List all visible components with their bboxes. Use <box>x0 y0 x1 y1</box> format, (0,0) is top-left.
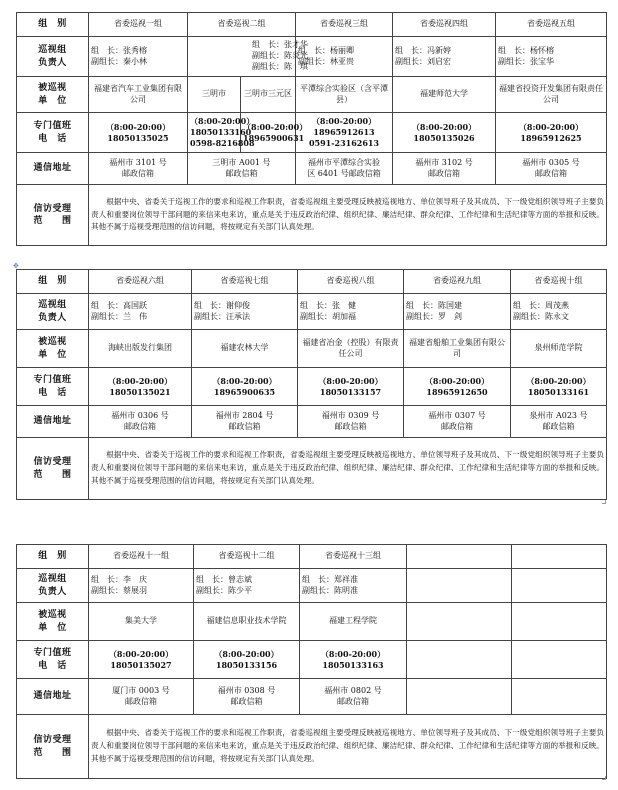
group-leaders: 组 长：张才华 副组长：陈炎光 副组长：陈 琪 <box>188 37 296 77</box>
inspected-unit: 福建省汽车工业集团有限公司 <box>89 77 188 113</box>
row-label-unit: 被巡视 单 位 <box>17 603 89 641</box>
group-name: 省委巡视十三组 <box>300 545 407 569</box>
empty-cell <box>407 603 512 641</box>
group-name: 省委巡视二组 <box>188 13 296 37</box>
group-leaders: 组 长：郑祥准 副组长：陈明准 <box>300 569 407 603</box>
scope-row <box>17 715 607 779</box>
mail-address: 福州市 0309 号 邮政信箱 <box>298 406 404 438</box>
hotline: （8:00-20:00） 18050133160 0598-8216808 <box>188 113 241 153</box>
hotline: （8:00-20:00） 18050135026 <box>393 113 496 153</box>
group-name: 省委巡视一组 <box>89 13 188 37</box>
unit-row <box>17 330 607 368</box>
hotline: （8:00-20:00） 18965900631 <box>241 113 296 153</box>
mail-address: 福州市 0307 号 邮政信箱 <box>404 406 511 438</box>
hotline: （8:00-20:00） 18050135025 <box>89 113 188 153</box>
inspected-unit: 集美大学 <box>89 603 194 641</box>
mail-address: 福州市 3102 号 邮政信箱 <box>393 153 496 185</box>
row-label-scope: 信访受理 范 围 <box>17 715 89 779</box>
mail-address: 厦门市 0003 号 邮政信箱 <box>89 679 194 715</box>
row-label-scope: 信访受理 范 围 <box>17 438 89 500</box>
hotline: （8:00-20:00） 18050135027 <box>89 641 194 679</box>
mail-address: 福州市 0802 号 邮政信箱 <box>300 679 407 715</box>
empty-cell <box>512 603 607 641</box>
hotline: （8:00-20:00） 18050133157 <box>298 368 404 406</box>
row-label-leader: 巡视组 负责人 <box>17 294 89 330</box>
row-label-address: 通信地址 <box>17 406 89 438</box>
group-name: 省委巡视六组 <box>89 270 192 294</box>
row-label-group: 组 别 <box>17 270 89 294</box>
hotline: （8:00-20:00） 18965900635 <box>192 368 298 406</box>
scope-row <box>17 438 607 500</box>
group-leaders: 组 长：杨怀榕 副组长：张宝华 <box>496 37 607 77</box>
row-label-leader: 巡视组 负责人 <box>17 569 89 603</box>
inspected-unit: 泉州师范学院 <box>511 330 607 368</box>
group-name: 省委巡视十一组 <box>89 545 194 569</box>
scope-text: 根据中央、省委关于巡视工作的要求和巡视工作职责，省委巡视组主要受理反映被巡视地方、单位领导班子及其成员、下一级党组织领导班子主要负责人和重要岗位领导干部问题的来信来电来访，重点是关于违反政治纪律、组织纪律、廉洁纪律、群众纪律、工作纪律和生活纪律等方面的举报和反映。其他不属于巡视受理范围的信访问题，将按规定有关部门认真处理。 <box>89 715 607 779</box>
group-leaders: 组 长：张秀榕 副组长：秦小林 <box>89 37 188 77</box>
leader-row <box>17 37 607 77</box>
group-name: 省委巡视三组 <box>296 13 393 37</box>
group-leaders: 组 长：冯新婷 副组长：刘启宏 <box>393 37 496 77</box>
group-leaders: 组 长：高国跃 副组长：兰 伟 <box>89 294 192 330</box>
unit-row <box>17 77 607 113</box>
group-name: 省委巡视五组 <box>496 13 607 37</box>
move-handle-icon[interactable]: ✥ <box>13 262 19 270</box>
hotline: （8:00-20:00） 18965912625 <box>496 113 607 153</box>
row-label-phone: 专门值班 电 话 <box>17 641 89 679</box>
hotline: （8:00-20:00） 18050135021 <box>89 368 192 406</box>
hotline: （8:00-20:00） 18050133163 <box>300 641 407 679</box>
group-row <box>17 13 607 37</box>
inspected-unit: 海峡出版发行集团 <box>89 330 192 368</box>
group-name: 省委巡视九组 <box>404 270 511 294</box>
row-label-scope: 信访受理 范 围 <box>17 185 89 246</box>
leader-row <box>17 569 607 603</box>
group-leaders: 组 长：曾志斌 副组长：陈少平 <box>194 569 300 603</box>
row-label-leader: 巡视组 负责人 <box>17 37 89 77</box>
mail-address: 福州市 0305 号 邮政信箱 <box>496 153 607 185</box>
empty-cell <box>512 569 607 603</box>
phone-row <box>17 641 607 679</box>
inspected-unit: 三明市三元区 <box>241 77 296 113</box>
inspection-table-2 <box>16 269 607 500</box>
mail-address: 福州市平潭综合实验 区 6401 号邮政信箱 <box>296 153 393 185</box>
row-label-phone: 专门值班 电 话 <box>17 113 89 153</box>
phone-row <box>17 113 607 153</box>
row-label-unit: 被巡视 单 位 <box>17 77 89 113</box>
inspected-unit: 福建省投资开发集团有限责任公司 <box>496 77 607 113</box>
inspection-table-3 <box>16 544 607 779</box>
group-leaders: 组 长：张 健 副组长：胡加福 <box>298 294 404 330</box>
group-leaders: 组 长：周茂燕 副组长：陈永文 <box>511 294 607 330</box>
mail-address: 福州市 3101 号 邮政信箱 <box>89 153 188 185</box>
inspected-unit: 三明市 <box>188 77 241 113</box>
group-name: 省委巡视七组 <box>192 270 298 294</box>
scope-text: 根据中央、省委关于巡视工作的要求和巡视工作职责，省委巡视组主要受理反映被巡视地方、单位领导班子及其成员、下一级党组织领导班子主要负责人和重要岗位领导干部问题的来信来电来访，重点是关于违反政治纪律、组织纪律、廉洁纪律、群众纪律、工作纪律和生活纪律等方面的举报和反映。其他不属于巡视受理范围的信访问题，将按规定有关部门认真处理。 <box>89 185 607 246</box>
group-leaders: 组 长：李 庆 副组长：蔡展羽 <box>89 569 194 603</box>
group-leaders: 组 长：谢仰俊 副组长：汪承法 <box>192 294 298 330</box>
page-corner-mark <box>602 500 606 504</box>
inspected-unit: 福建农林大学 <box>192 330 298 368</box>
inspected-unit: 平潭综合实验区（含平潭县） <box>296 77 393 113</box>
inspected-unit: 福建省冶金（控股）有限责任公司 <box>298 330 404 368</box>
empty-cell <box>407 641 512 679</box>
hotline: （8:00-20:00） 18050133156 <box>194 641 300 679</box>
row-label-phone: 专门值班 电 话 <box>17 368 89 406</box>
inspected-unit: 福建工程学院 <box>300 603 407 641</box>
row-label-address: 通信地址 <box>17 153 89 185</box>
hotline: （8:00-20:00） 18965912650 <box>404 368 511 406</box>
group-name: 省委巡视八组 <box>298 270 404 294</box>
empty-cell <box>512 641 607 679</box>
empty-cell <box>512 545 607 569</box>
mail-address: 福州市 0308 号 邮政信箱 <box>194 679 300 715</box>
row-label-address: 通信地址 <box>17 679 89 715</box>
scope-text: 根据中央、省委关于巡视工作的要求和巡视工作职责，省委巡视组主要受理反映被巡视地方、单位领导班子及其成员、下一级党组织领导班子主要负责人和重要岗位领导干部问题的来信来电来访，重点是关于违反政治纪律、组织纪律、廉洁纪律、群众纪律、工作纪律和生活纪律等方面的举报和反映。其他不属于巡视受理范围的信访问题，将按规定有关部门认真处理。 <box>89 438 607 500</box>
address-row <box>17 679 607 715</box>
group-row <box>17 545 607 569</box>
group-name: 省委巡视十二组 <box>194 545 300 569</box>
mail-address: 福州市 2804 号 邮政信箱 <box>192 406 298 438</box>
empty-cell <box>407 545 512 569</box>
empty-cell <box>407 679 512 715</box>
hotline: （8:00-20:00） 18965912613 0591-23162613 <box>296 113 393 153</box>
scope-row <box>17 185 607 246</box>
group-row <box>17 270 607 294</box>
address-row <box>17 406 607 438</box>
leader-row <box>17 294 607 330</box>
inspected-unit: 福建信息职业技术学院 <box>194 603 300 641</box>
group-leaders: 组 长：杨丽卿 副组长：林亚贵 <box>296 37 393 77</box>
row-label-group: 组 别 <box>17 13 89 37</box>
group-name: 省委巡视四组 <box>393 13 496 37</box>
empty-cell <box>512 679 607 715</box>
page-corner-mark <box>602 776 606 780</box>
row-label-group: 组 别 <box>17 545 89 569</box>
mail-address: 泉州市 A023 号 邮政信箱 <box>511 406 607 438</box>
mail-address: 福州市 0306 号 邮政信箱 <box>89 406 192 438</box>
unit-row <box>17 603 607 641</box>
group-name: 省委巡视十组 <box>511 270 607 294</box>
row-label-unit: 被巡视 单 位 <box>17 330 89 368</box>
group-leaders: 组 长：陈国建 副组长：罗 剑 <box>404 294 511 330</box>
inspected-unit: 福建师范大学 <box>393 77 496 113</box>
empty-cell <box>407 569 512 603</box>
address-row <box>17 153 607 185</box>
mail-address: 三明市 A001 号 邮政信箱 <box>188 153 296 185</box>
hotline: （8:00-20:00） 18050133161 <box>511 368 607 406</box>
inspection-table-1 <box>16 12 607 246</box>
phone-row <box>17 368 607 406</box>
inspected-unit: 福建省船舶工业集团有限公司 <box>404 330 511 368</box>
